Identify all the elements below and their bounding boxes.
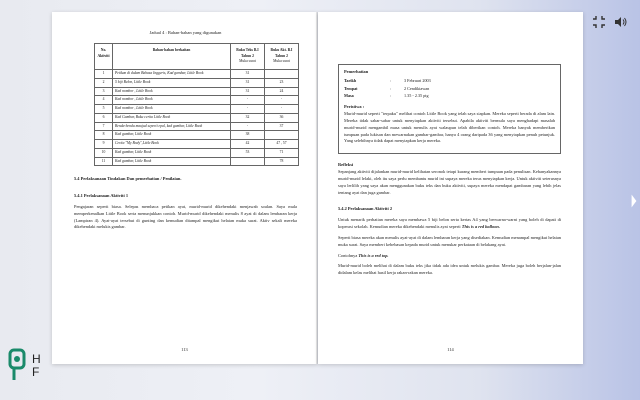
col-header-aktiviti-label: Buku Akt. B.I Tahun 2 xyxy=(270,47,293,58)
cell-akt: 47 , 57 xyxy=(265,140,299,149)
cell-akt: 71 xyxy=(265,148,299,157)
publisher-logo xyxy=(8,348,41,384)
col-header-teks-label: Buku Teks B.I Tahun 2 xyxy=(236,47,259,58)
peristiwa-title: Peristiwa : xyxy=(344,104,365,110)
meta-row xyxy=(344,78,434,86)
table-row xyxy=(95,78,299,87)
cell-bahan: Kad nombor , Little Book xyxy=(113,105,231,114)
cell-bahan: Benda-benda maujud seperti epal, kad gambar, Little Book xyxy=(113,122,231,131)
activity2-text: Untuk menarik perhatian mereka saya membawa 5 biji belon serta kertas A4 yang berwarna-warni yang boleh di dapati di koperasi sekolah. Kemudian mereka dikehendaki menulis ayat seperti xyxy=(338,217,561,230)
next-page-arrow-icon[interactable] xyxy=(628,190,640,212)
cell-bahan: Kad Gambar, Buku cerita Little Book xyxy=(113,113,231,122)
table-row xyxy=(95,70,299,79)
logo-text-line2: F xyxy=(32,365,40,379)
page-left[interactable] xyxy=(52,12,317,364)
meta-row xyxy=(344,85,434,93)
meta-key: Tarikh xyxy=(344,78,357,84)
section-5-4-1-title: 5.4.1 Perlaksanaan Aktiviti 1 xyxy=(74,193,129,199)
example-sentence: This is a red balloon. xyxy=(461,224,500,230)
cell-no: 7 xyxy=(95,122,113,131)
table-row xyxy=(95,148,299,157)
cell-teks: 53 xyxy=(231,148,265,157)
col-header-aktiviti xyxy=(265,43,299,69)
cell-no: 4 xyxy=(95,96,113,105)
materials-table xyxy=(94,43,299,166)
col-header-teks-sub: Muka surat xyxy=(239,59,256,64)
example-sentence-2: This is a red top. xyxy=(358,252,389,258)
cell-no: 5 xyxy=(95,105,113,114)
cell-akt xyxy=(265,70,299,79)
cell-no: 2 xyxy=(95,78,113,87)
cell-akt: - xyxy=(265,105,299,114)
meta-value: 2 Cendikiawan xyxy=(404,85,430,91)
cell-bahan: Cerita "My Body",Little Book xyxy=(113,140,231,149)
table-row xyxy=(95,131,299,140)
fullscreen-icon[interactable] xyxy=(592,14,606,30)
table-row xyxy=(95,157,299,166)
cell-no: 6 xyxy=(95,113,113,122)
cell-no: 11 xyxy=(95,157,113,166)
cell-bahan: Petikan di dalam Bahasa Inggeris, Kad gambar, Little Book xyxy=(113,70,231,79)
cell-teks: - xyxy=(231,96,265,105)
page-right[interactable] xyxy=(318,12,583,364)
observation-meta xyxy=(344,78,434,101)
meta-sep: : xyxy=(390,85,392,91)
refleksi-paragraph: Sepanjang aktiviti dijalankan murid-murid kelihatan seronok tetapi kurang memberi tumpuan pada penulisan. Kebanyakannya murid-murid lelaki, oleh itu saya perlu membantu murid ini supaya mereka terus menyiapkan kerja. Untuk aktiviti seterusnya saya lerlilih yang saya akan menggunakan buku teks dan buku aktiviti, supaya mereka mendapat gambaran yang lebih jelas tentang ayat dan juga gambar. xyxy=(338,169,561,195)
col-header-aktiviti-sub: Muka surat xyxy=(273,59,290,64)
cell-teks: 31 xyxy=(231,87,265,96)
page-number-left: 113 xyxy=(181,347,188,353)
activity2-paragraph-4: Murid-murid boleh melihat di dalam buku teks jika tidak ada idea untuk melukis gambar. Mereka juga boleh berjalan-jalan didalam kelas melihat hasil kerja rakan-rakan mereka. xyxy=(338,263,561,276)
cell-akt: 24 xyxy=(265,87,299,96)
meta-value: 3 Februari 2003 xyxy=(404,78,431,84)
observation-box xyxy=(338,64,561,154)
cell-akt: - xyxy=(265,96,299,105)
cell-akt: 78 xyxy=(265,157,299,166)
page-number-right: 114 xyxy=(447,347,454,353)
cell-no: 1 xyxy=(95,70,113,79)
cell-teks: - xyxy=(231,122,265,131)
cell-bahan: Kad gambar, Little Book xyxy=(113,148,231,157)
cell-teks: - xyxy=(231,105,265,114)
cell-teks: 42 xyxy=(231,140,265,149)
activity2-paragraph-2: Seperti biasa mereka akan menulis ayat-ayat di dalam lembaran kerja yang disediakan. Kemudian menampal mengikut helaian muka surat. Saya memberi kebebasan kepada murid untuk menukar perkataan di belakang ayat. xyxy=(338,234,561,247)
table-row xyxy=(95,122,299,131)
cell-akt: 23 xyxy=(265,78,299,87)
meta-sep: : xyxy=(390,93,392,99)
sound-icon[interactable] xyxy=(614,14,628,30)
table-row xyxy=(95,87,299,96)
table-caption: Jadual 4 : Bahan-bahan yang digunakan xyxy=(149,30,222,35)
observation-title: Pemerhatian xyxy=(344,69,369,74)
activity2-paragraph-1 xyxy=(338,217,561,231)
table-row xyxy=(95,140,299,149)
cell-teks: 32 xyxy=(231,113,265,122)
cell-teks xyxy=(231,157,265,166)
meta-sep: : xyxy=(390,78,392,84)
meta-key: Tempat xyxy=(344,85,358,91)
logo-mark-icon xyxy=(8,348,28,384)
activity2-paragraph-3 xyxy=(338,253,561,260)
cell-bahan: 5 biji Belon, Little Book xyxy=(113,78,231,87)
cell-teks: 31 xyxy=(231,78,265,87)
peristiwa-paragraph: Murid-murid seperti "terpaku" melihat contoh Little Book yang telah saya siapkan. Mereka seperti berada di alam lain. Mereka tidak sabar-sabar untuk menyiapkan aktiviti tersebut. Apabila aktiviti bermula saya menghadapi masalah murid-murid mengambil masa untuk menulis ayat walaupun telah diberikan contoh. Mereka banyak memberikan tumpuan pada lukisan dan mewarnakan gambar-gambar, hanya 4 orang daripada 36 yang menyiapkan penuh petunjuk. Yang selebihnya tidak dapat menyiapkan kerja mereka. xyxy=(344,111,555,144)
section-5-4-2-title: 5.4.2 Perlaksanaan Aktiviti 2 xyxy=(338,206,393,212)
activity1-paragraph: Pengajaran seperti biasa. Selepas membaca petikan ayat, murid-murid dikehendaki menjawab soalan. Saya mula memperkenalkan Little Book serta menunjukkan contoh. Murid-murid dikehendaki menulis 8 ayat di dalam lembaran kerja (Lampiran 4). Ayat-ayat tersebut di gunting dan kemudian ditampal mengikut helaian muka surat. Aktiv sekali mereka dikehendaki melukis gambar. xyxy=(74,203,297,230)
cell-akt: 36 xyxy=(265,113,299,122)
cell-akt: 37 xyxy=(265,122,299,131)
cell-bahan: Kad nombor , Little Book xyxy=(113,87,231,96)
cell-teks: 38 xyxy=(231,131,265,140)
cell-bahan: Kad gambar, Little Book xyxy=(113,157,231,166)
col-header-no: No. Aktiviti xyxy=(95,43,113,69)
refleksi-title: Refleksi xyxy=(338,162,354,168)
section-5-4-title: 5.4 Perlaksanaan Tindakan Dan pemerhatian / Penilaian. xyxy=(74,176,182,182)
logo-text-line1: H xyxy=(32,352,41,366)
cell-bahan: Kad gambar, Little Book xyxy=(113,131,231,140)
meta-key: Masa xyxy=(344,93,354,99)
cell-no: 3 xyxy=(95,87,113,96)
cell-teks: 31 xyxy=(231,70,265,79)
example-lead: Contohnya xyxy=(338,252,359,258)
col-header-teks xyxy=(231,43,265,69)
meta-value: 1.35 - 2.35 ptg xyxy=(404,93,429,99)
cell-no: 8 xyxy=(95,131,113,140)
meta-row xyxy=(344,93,434,101)
cell-no: 10 xyxy=(95,148,113,157)
cell-bahan: Kad nombor , Little Book xyxy=(113,96,231,105)
col-header-bahan: Bahan-bahan berkaitan xyxy=(113,43,231,69)
table-row xyxy=(95,113,299,122)
cell-no: 9 xyxy=(95,140,113,149)
cell-akt xyxy=(265,131,299,140)
table-row xyxy=(95,105,299,114)
table-row xyxy=(95,96,299,105)
